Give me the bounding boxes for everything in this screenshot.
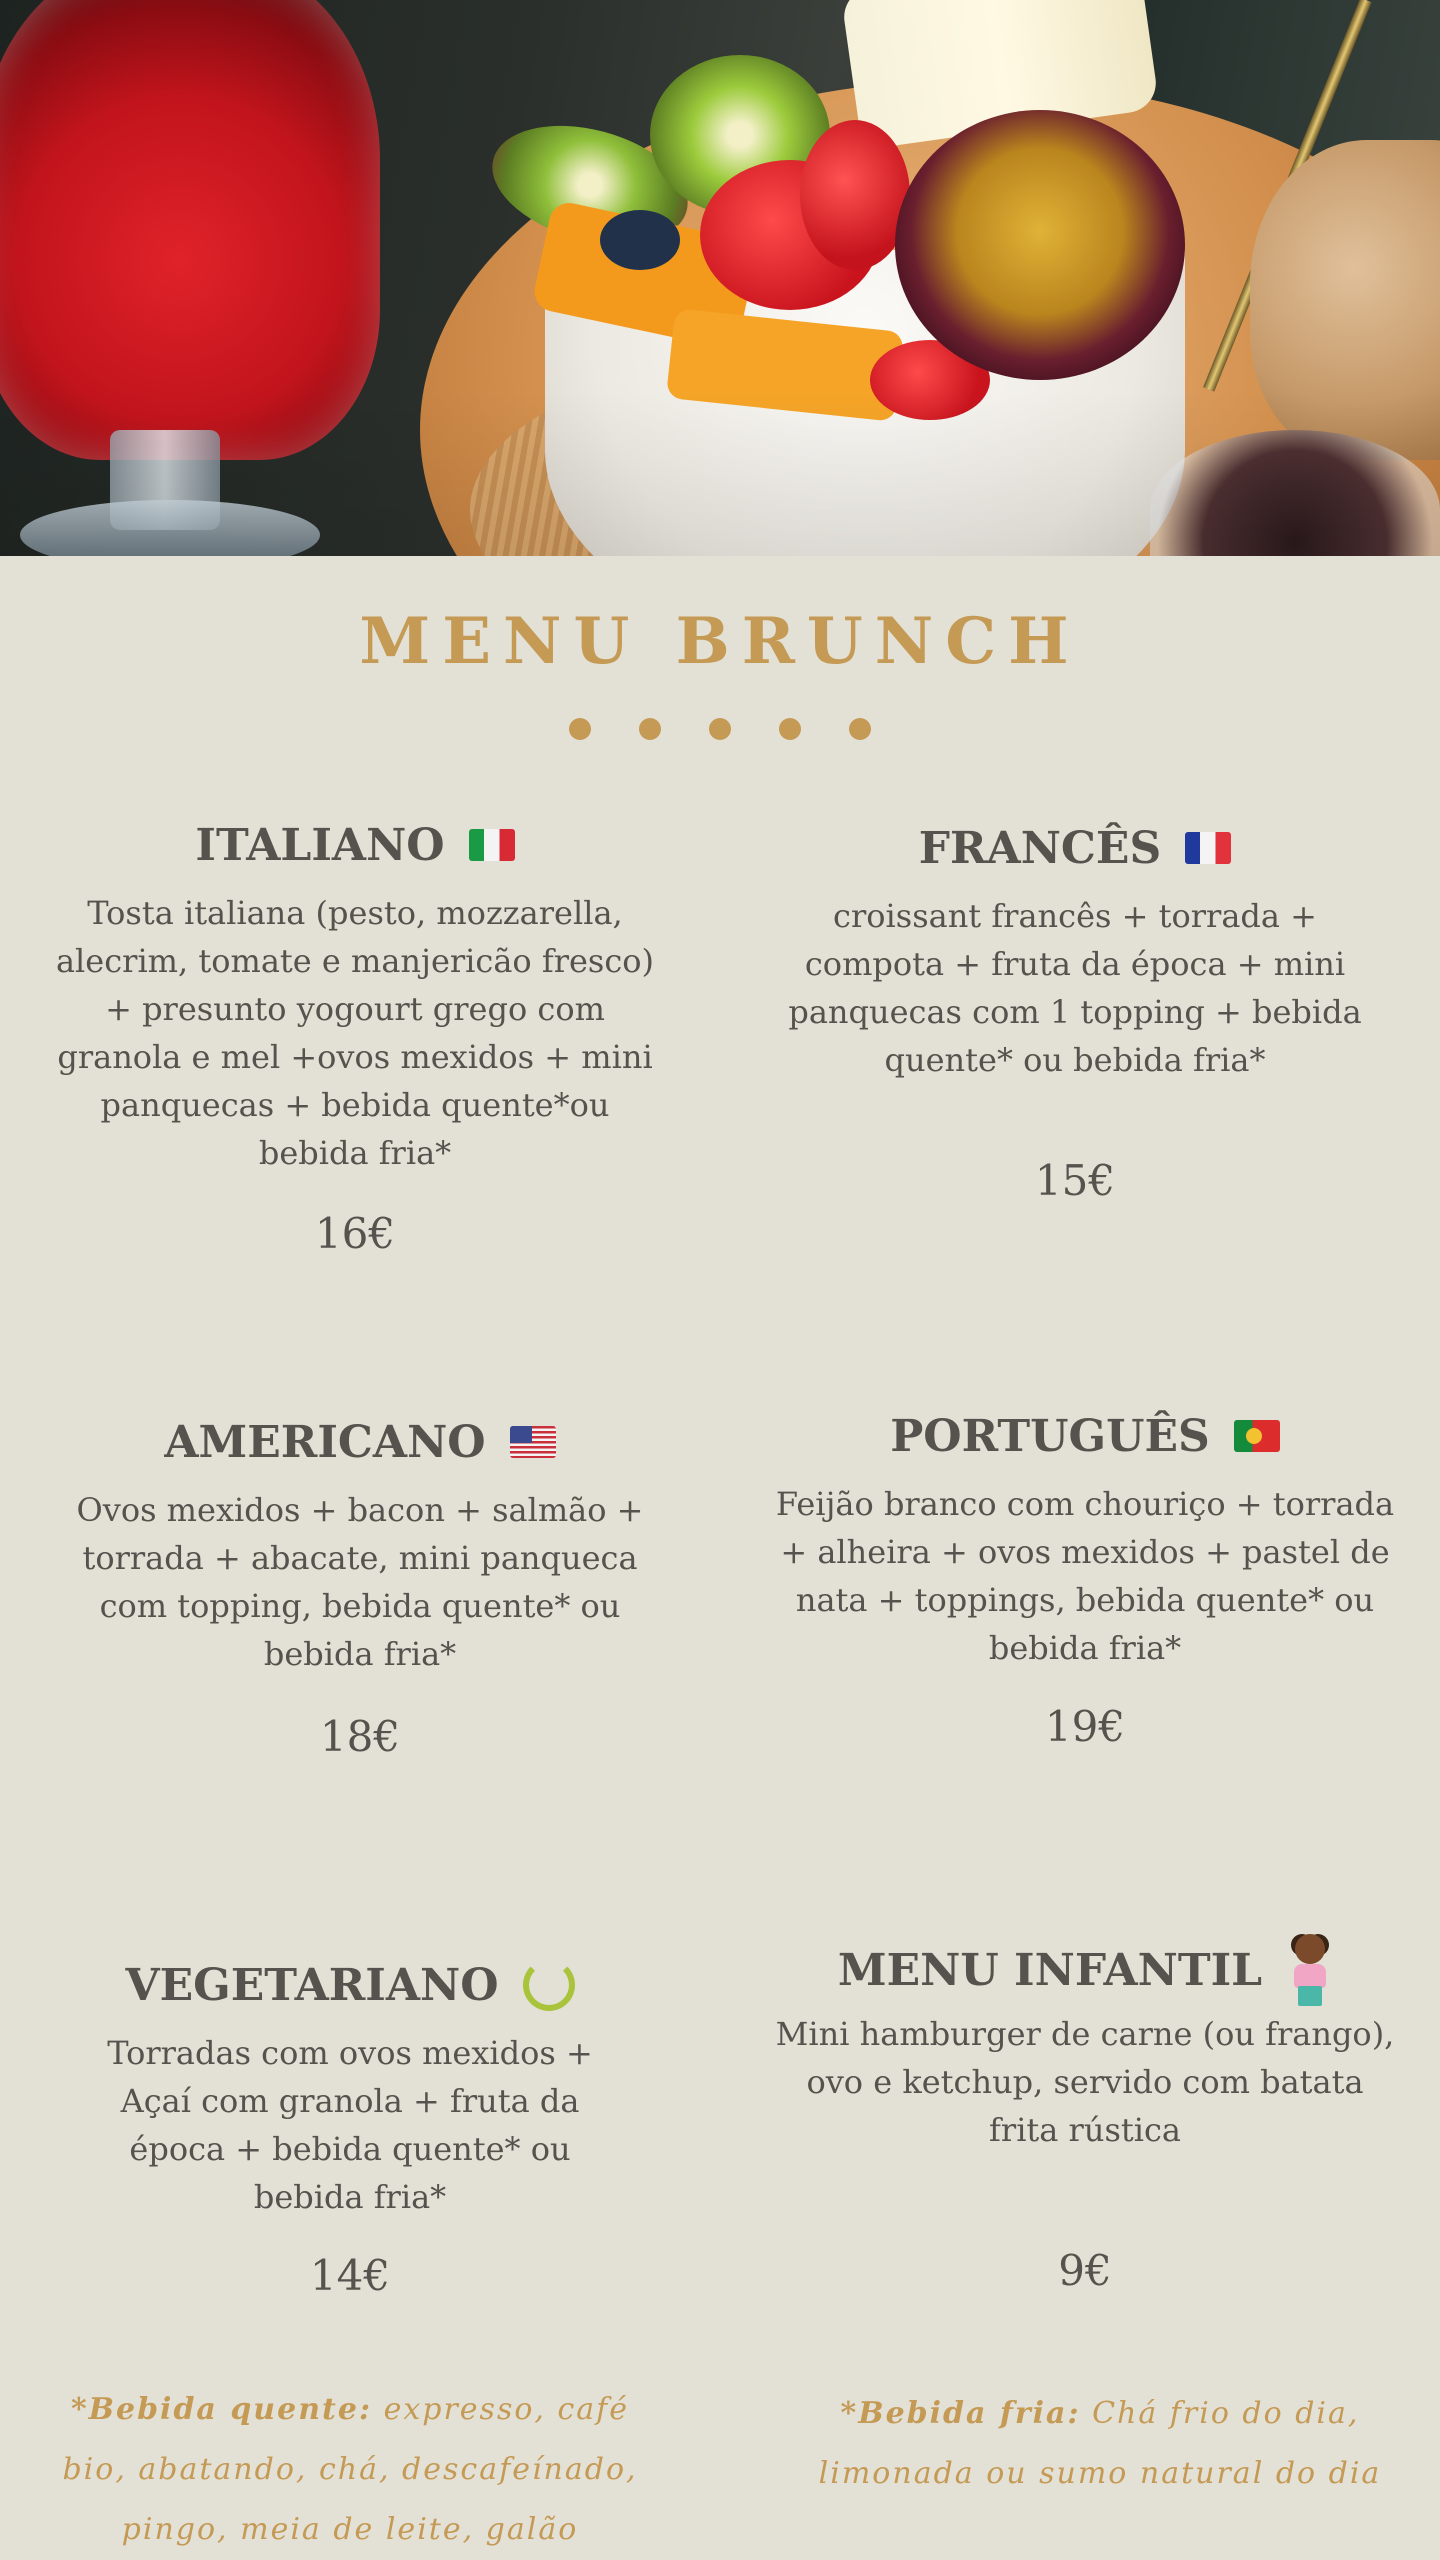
item-name: MENU INFANTIL [837, 1944, 1263, 1996]
item-name: PORTUGUÊS [890, 1410, 1210, 1462]
item-description: Mini hamburger de carne (ou frango), ovo e ketchup, servido com batata frita rústica [775, 2015, 1395, 2149]
hot-drinks-note [40, 2380, 660, 2560]
dot [709, 718, 731, 740]
dot [849, 718, 871, 740]
item-name: AMERICANO [164, 1416, 486, 1468]
menu-item-portugues [765, 1406, 1405, 1751]
france-flag-icon [1185, 832, 1231, 864]
note-text: expresso, café bio, abatando, chá, descafeínado, pingo, meia de leite, galão [62, 2392, 638, 2547]
item-description: Ovos mexidos + bacon + salmão + torrada + abacate, mini panqueca com topping, bebida quente* ou bebida fria* [76, 1491, 644, 1673]
item-price: 15€ [1034, 1156, 1116, 1205]
item-price: 18€ [319, 1712, 401, 1761]
dot [779, 718, 801, 740]
menu-item-americano [40, 1412, 680, 1761]
item-description: Feijão branco com chouriço + torrada + alheira + ovos mexidos + pastel de nata + toppings, bebida quente* ou bebida fria* [775, 1485, 1395, 1667]
item-name: FRANCÊS [918, 822, 1162, 874]
item-price: 9€ [1058, 2246, 1112, 2295]
item-name: VEGETARIANO [125, 1959, 499, 2011]
portugal-flag-icon [1234, 1420, 1280, 1452]
hero-photo [0, 0, 1440, 556]
item-description: Tosta italiana (pesto, mozzarella, alecrim, tomate e manjericão fresco) + presunto yogourt grego com granola e mel +ovos mexidos + mini panquecas + bebida quente*ou bebida fria* [55, 894, 655, 1172]
laurel-icon [523, 1959, 575, 2011]
item-description: croissant francês + torrada + compota + fruta da época + mini panquecas com 1 topping + bebida quente* ou bebida fria* [788, 897, 1362, 1079]
item-price: 16€ [314, 1209, 396, 1258]
menu-item-infantil [765, 1930, 1405, 2295]
dot [639, 718, 661, 740]
item-description: Torradas com ovos mexidos + Açaí com granola + fruta da época + bebida quente* ou bebida fria* [107, 2034, 593, 2216]
item-price: 14€ [309, 2251, 391, 2300]
menu-item-vegetariano [30, 1955, 670, 2300]
menu-item-italiano [35, 815, 675, 1258]
item-name: ITALIANO [195, 819, 445, 871]
note-text: Chá frio do dia, limonada ou sumo natural do dia [818, 2396, 1382, 2491]
cold-drinks-note [790, 2384, 1410, 2504]
italy-flag-icon [469, 829, 515, 861]
usa-flag-icon [510, 1426, 556, 1458]
note-label: *Bebida fria: [840, 2396, 1081, 2431]
note-label: *Bebida quente: [70, 2392, 373, 2427]
girl-icon [1286, 1930, 1332, 2010]
menu-item-frances [755, 818, 1395, 1205]
decorative-dots [0, 718, 1440, 744]
item-price: 19€ [1044, 1702, 1126, 1751]
dot [569, 718, 591, 740]
page-title: MENU BRUNCH [359, 604, 1081, 679]
